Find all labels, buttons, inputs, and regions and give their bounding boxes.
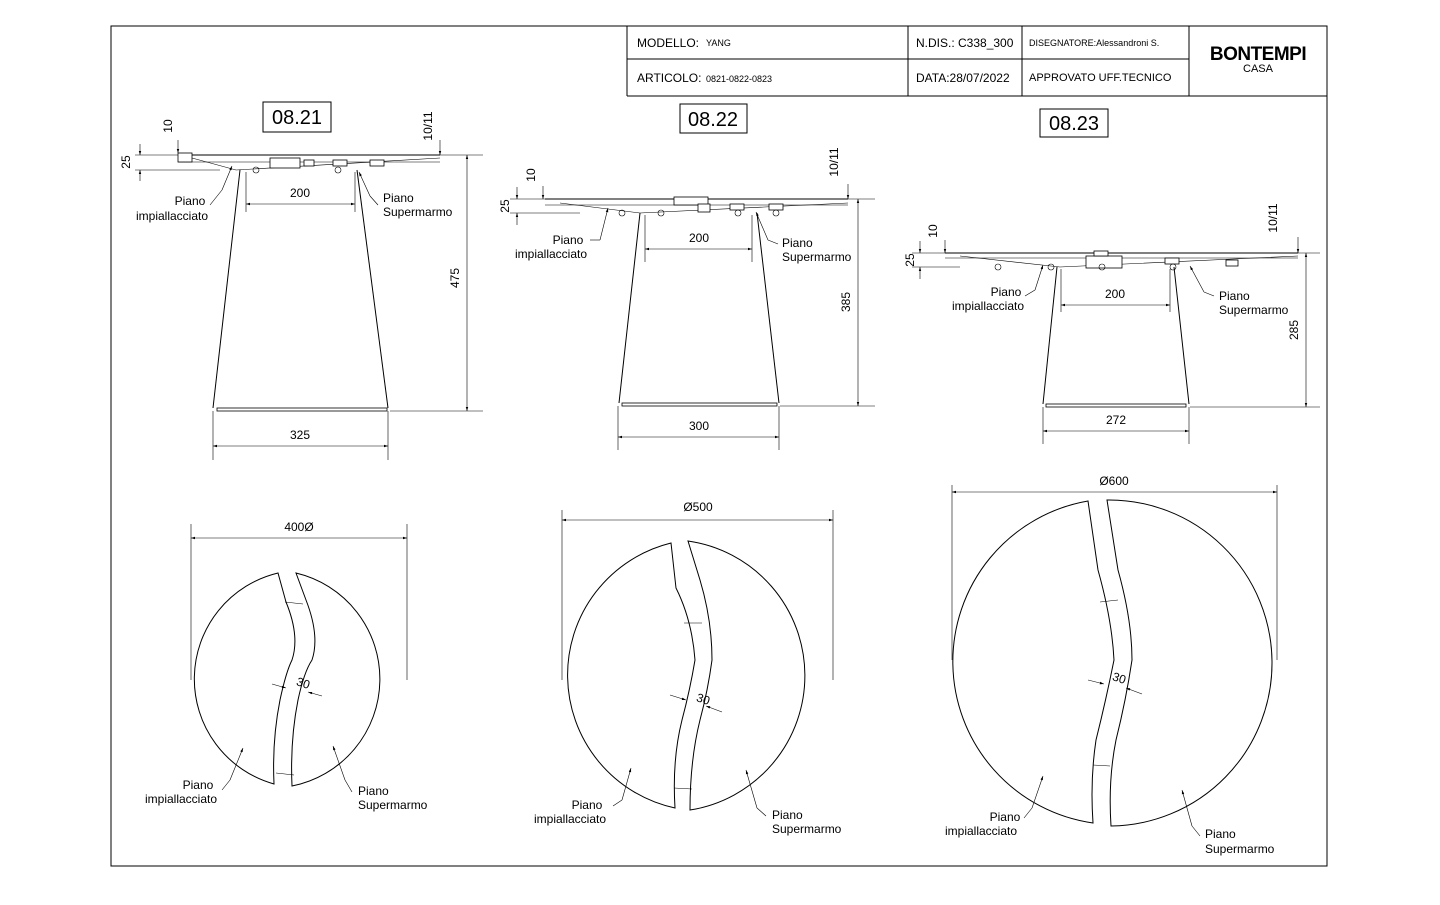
dim-right: 10/11 <box>827 147 841 177</box>
dim-right: 10/11 <box>421 111 435 141</box>
top-view-0821 <box>145 520 428 812</box>
label-piano-impiallacciato: Piano <box>990 285 1022 299</box>
top-view-0823 <box>945 474 1277 856</box>
articolo-value: 0821-0822-0823 <box>706 74 773 84</box>
label-piano-supermarmo-2: Supermarmo <box>772 822 842 836</box>
dim-base: 325 <box>289 428 311 442</box>
dim-base: 300 <box>688 419 710 433</box>
label-piano-supermarmo-2: Supermarmo <box>782 250 852 264</box>
label-piano-impiallacciato-2: impiallacciato <box>135 209 209 223</box>
top-impiallacciato <box>194 573 295 784</box>
label-piano-supermarmo: Piano <box>782 236 813 250</box>
label-piano-impiallacciato: Piano <box>174 194 206 208</box>
dim-height: 285 <box>1287 319 1301 341</box>
title-block <box>627 26 1327 96</box>
side-view-0823 <box>903 109 1320 444</box>
dim-column-top: 200 <box>289 186 311 200</box>
dim-height: 385 <box>839 291 853 313</box>
dim-column-top: 200 <box>1104 287 1126 301</box>
approval-value: APPROVATO UFF.TECNICO <box>1029 72 1172 84</box>
ndis-value: N.DIS.: C338_300 <box>916 36 1014 50</box>
brand-sub: CASA <box>1243 63 1273 75</box>
model-code: 08.22 <box>687 109 739 131</box>
model-code: 08.23 <box>1048 113 1100 135</box>
dim-column-top: 200 <box>688 231 710 245</box>
dim-base: 272 <box>1105 413 1127 427</box>
dim-gap: 30 <box>294 674 312 692</box>
label-piano-impiallacciato-2: impiallacciato <box>533 812 607 826</box>
label-piano-impiallacciato-2: impiallacciato <box>144 792 218 806</box>
dim-gap: 30 <box>1110 669 1128 687</box>
label-piano-supermarmo-2: Supermarmo <box>1219 303 1289 317</box>
label-piano-supermarmo: Piano <box>358 784 389 798</box>
dim-diameter: 400Ø <box>284 520 314 534</box>
label-piano-supermarmo: Piano <box>1219 289 1250 303</box>
dim-gap: 30 <box>694 690 712 708</box>
brand-logo: BONTEMPI <box>1209 44 1307 65</box>
label-piano-impiallacciato: Piano <box>552 233 584 247</box>
label-piano-impiallacciato-2: impiallacciato <box>514 247 588 261</box>
model-code: 08.21 <box>271 107 323 129</box>
top-impiallacciato <box>953 501 1114 823</box>
dim-top-thickness: 25 <box>119 155 133 169</box>
dim-top-edge: 10 <box>926 224 940 238</box>
dim-diameter: Ø500 <box>683 500 713 514</box>
label-piano-impiallacciato: Piano <box>571 798 603 812</box>
label-piano-supermarmo-2: Supermarmo <box>1205 842 1275 856</box>
modello-label: MODELLO: <box>637 36 700 50</box>
label-piano-impiallacciato-2: impiallacciato <box>951 299 1025 313</box>
label-piano-supermarmo: Piano <box>383 191 414 205</box>
dim-diameter: Ø600 <box>1099 474 1129 488</box>
dim-top-thickness: 25 <box>903 253 917 267</box>
label-piano-supermarmo: Piano <box>772 808 803 822</box>
modello-value: YANG <box>706 38 731 48</box>
label-piano-impiallacciato: Piano <box>989 810 1021 824</box>
top-supermarmo <box>1107 500 1272 826</box>
side-view-0822 <box>498 104 875 450</box>
date-value: DATA:28/07/2022 <box>916 71 1010 85</box>
side-view-0821 <box>119 102 483 460</box>
label-piano-impiallacciato-2: impiallacciato <box>944 824 1018 838</box>
label-piano-supermarmo: Piano <box>1205 827 1236 841</box>
dim-top-edge: 10 <box>524 168 538 182</box>
dim-top-thickness: 25 <box>498 199 512 213</box>
designer-value: DISEGNATORE:Alessandroni S. <box>1029 38 1160 48</box>
label-piano-supermarmo-2: Supermarmo <box>358 798 428 812</box>
articolo-label: ARTICOLO: <box>637 71 702 85</box>
dim-top-edge: 10 <box>161 119 175 133</box>
dim-right: 10/11 <box>1266 203 1280 233</box>
dim-height: 475 <box>448 267 462 289</box>
top-impiallacciato <box>568 543 695 808</box>
label-piano-supermarmo-2: Supermarmo <box>383 205 453 219</box>
label-piano-impiallacciato: Piano <box>182 778 214 792</box>
top-supermarmo <box>688 541 805 810</box>
top-view-0822 <box>534 500 842 836</box>
